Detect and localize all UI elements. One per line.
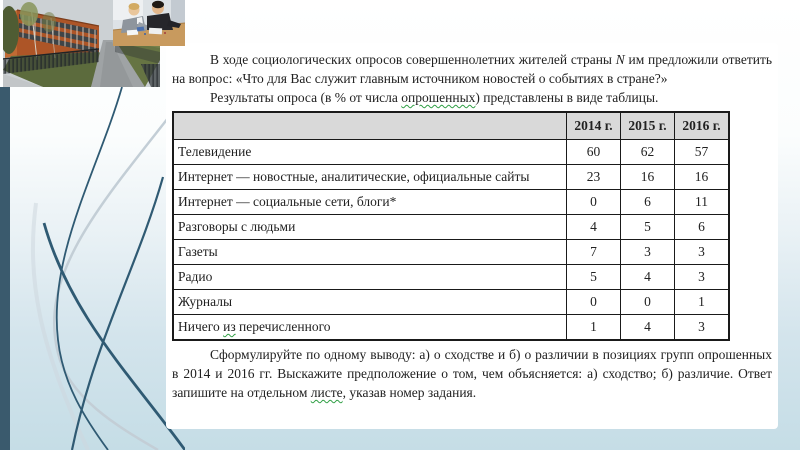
cell-value: 3 bbox=[621, 240, 675, 265]
row-label-text-cont: перечисленного bbox=[235, 319, 331, 334]
spellchecked-word: опрошенных bbox=[401, 90, 476, 105]
cell-value: 5 bbox=[621, 215, 675, 240]
corner-cell bbox=[173, 112, 567, 140]
table-row bbox=[173, 290, 729, 315]
intro-text-cont: им предложили ответить на вопрос: «Что для Вас служит главным источником новостей о событиях в стране?» bbox=[172, 52, 772, 86]
cell-value: 3 bbox=[675, 315, 730, 341]
cell-value: 23 bbox=[567, 165, 621, 190]
cell-value: 1 bbox=[675, 290, 730, 315]
results-text: Результаты опроса (в % от числа bbox=[210, 90, 402, 105]
cell-value: 11 bbox=[675, 190, 730, 215]
cell-value: 0 bbox=[621, 290, 675, 315]
cell-value: 57 bbox=[675, 140, 730, 165]
cell-value: 4 bbox=[567, 215, 621, 240]
cell-value: 4 bbox=[621, 265, 675, 290]
row-label: Интернет — социальные сети, блоги* bbox=[173, 190, 567, 215]
results-text-cont: ) представлены в виде таблицы. bbox=[475, 90, 659, 105]
row-label bbox=[173, 315, 567, 341]
cell-value: 0 bbox=[567, 190, 621, 215]
task-document-panel bbox=[166, 43, 778, 429]
row-label: Разговоры с людьми bbox=[173, 215, 567, 240]
cell-value: 0 bbox=[567, 290, 621, 315]
survey-results-table bbox=[172, 111, 730, 341]
cell-value: 6 bbox=[621, 190, 675, 215]
year-header-2014: 2014 г. bbox=[567, 112, 621, 140]
cell-value: 16 bbox=[675, 165, 730, 190]
row-label: Газеты bbox=[173, 240, 567, 265]
table-row bbox=[173, 140, 729, 165]
cell-value: 4 bbox=[621, 315, 675, 341]
decorative-swoosh-curves bbox=[0, 85, 185, 450]
row-label: Интернет — новостные, аналитические, официальные сайты bbox=[173, 165, 567, 190]
row-label: Журналы bbox=[173, 290, 567, 315]
table-row bbox=[173, 165, 729, 190]
year-header-2015: 2015 г. bbox=[621, 112, 675, 140]
table-row bbox=[173, 315, 729, 341]
cell-value: 62 bbox=[621, 140, 675, 165]
task-text: Сформулируйте по одному выводу: а) о сходстве и б) о различии в позициях групп опрошенных в 2014 и 2016 гг. Выскажите предположение о том, чем объясняется: а) сходство; б) различие. Ответ запишите на отдельном bbox=[172, 347, 772, 400]
country-variable: N bbox=[615, 52, 625, 67]
cell-value: 7 bbox=[567, 240, 621, 265]
cell-value: 5 bbox=[567, 265, 621, 290]
table-row bbox=[173, 265, 729, 290]
intro-paragraph bbox=[172, 50, 772, 88]
spellchecked-word: из bbox=[223, 319, 236, 334]
results-paragraph bbox=[172, 88, 772, 107]
year-header-2016: 2016 г. bbox=[675, 112, 730, 140]
cell-value: 1 bbox=[567, 315, 621, 341]
task-text-cont: , указав номер задания. bbox=[342, 385, 477, 400]
cell-value: 3 bbox=[675, 265, 730, 290]
table-row bbox=[173, 215, 729, 240]
left-accent-bar bbox=[0, 87, 10, 450]
row-label: Телевидение bbox=[173, 140, 567, 165]
row-label: Радио bbox=[173, 265, 567, 290]
cell-value: 16 bbox=[621, 165, 675, 190]
cell-value: 3 bbox=[675, 240, 730, 265]
cell-value: 6 bbox=[675, 215, 730, 240]
row-label-text: Ничего bbox=[178, 319, 224, 334]
spellchecked-word: листе bbox=[310, 385, 343, 400]
table-header-row bbox=[173, 112, 729, 140]
table-row bbox=[173, 240, 729, 265]
intro-text: В ходе социологических опросов совершеннолетних жителей страны bbox=[210, 52, 616, 67]
table-row bbox=[173, 190, 729, 215]
cell-value: 60 bbox=[567, 140, 621, 165]
students-at-desk-photo bbox=[113, 0, 185, 46]
task-paragraph bbox=[172, 345, 772, 402]
